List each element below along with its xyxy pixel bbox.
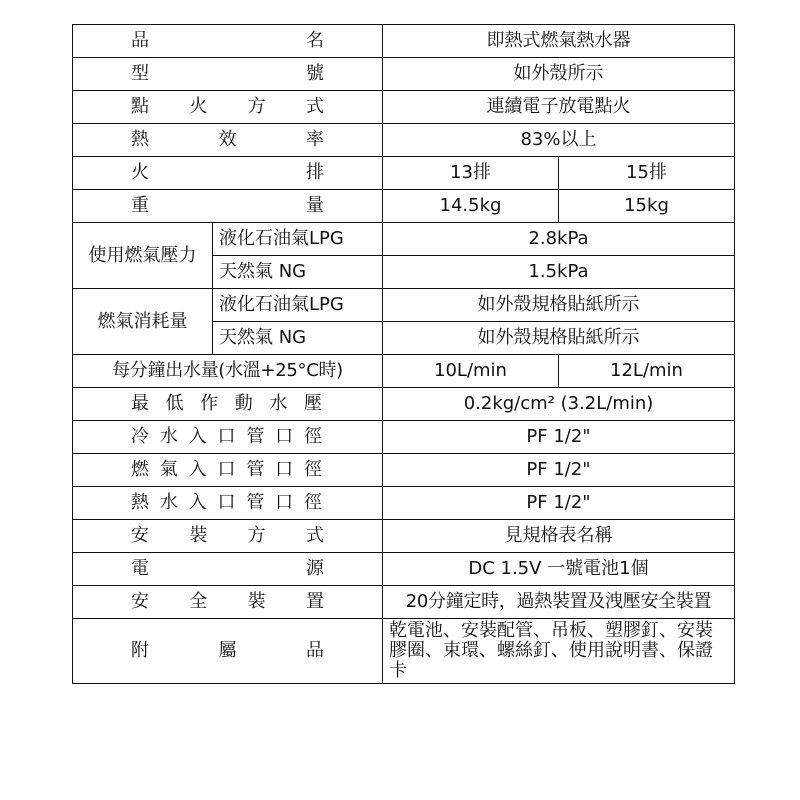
table-row [73, 586, 735, 619]
row-value-model: 如外殼所示 [383, 58, 735, 91]
table-row [73, 520, 735, 553]
table-row [73, 223, 735, 256]
row-label-gas-inlet: 燃氣入口管口徑 [73, 454, 383, 487]
row-value-power: DC 1.5V 一號電池1個 [383, 553, 735, 586]
row-value-min-pressure: 0.2kg/cm² (3.2L/min) [383, 388, 735, 421]
row-label-fire-rows: 火排 [73, 157, 383, 190]
row-value-hot-outlet: PF 1/2" [383, 487, 735, 520]
row-value-gas-inlet: PF 1/2" [383, 454, 735, 487]
spec-table [72, 24, 735, 684]
row-value-fire-rows-a: 13排 [383, 157, 559, 190]
table-row [73, 124, 735, 157]
table-row [73, 157, 735, 190]
row-value-name: 即熱式燃氣熱水器 [383, 25, 735, 58]
row-value-weight-b: 15kg [559, 190, 735, 223]
table-row [73, 91, 735, 124]
row-label-gas-consumption: 燃氣消耗量 [73, 289, 213, 355]
row-value-flow-a: 10L/min [383, 355, 559, 388]
table-row [73, 58, 735, 91]
row-label-efficiency: 熱效率 [73, 124, 383, 157]
table-row [73, 553, 735, 586]
row-value-accessories: 乾電池、安裝配管、吊板、塑膠釘、安裝膠圈、束環、螺絲釘、使用說明書、保證卡 [383, 619, 735, 684]
row-label-flow: 每分鐘出水量(水溫+25°C時) [73, 355, 383, 388]
row-label-hot-outlet: 熱水入口管口徑 [73, 487, 383, 520]
row-label-weight: 重量 [73, 190, 383, 223]
table-row [73, 487, 735, 520]
table-row [73, 454, 735, 487]
row-sublabel-pressure-lpg: 液化石油氣LPG [213, 223, 383, 256]
row-label-power: 電源 [73, 553, 383, 586]
row-label-install: 安裝方式 [73, 520, 383, 553]
row-label-accessories: 附屬品 [73, 619, 383, 684]
row-label-name: 品名 [73, 25, 383, 58]
row-value-consumption-ng: 如外殼規格貼紙所示 [383, 322, 735, 355]
row-label-ignition: 點火方式 [73, 91, 383, 124]
row-sublabel-consumption-lpg: 液化石油氣LPG [213, 289, 383, 322]
row-value-consumption-lpg: 如外殼規格貼紙所示 [383, 289, 735, 322]
table-row [73, 355, 735, 388]
row-value-pressure-ng: 1.5kPa [383, 256, 735, 289]
table-row [73, 619, 735, 684]
row-value-weight-a: 14.5kg [383, 190, 559, 223]
row-value-flow-b: 12L/min [559, 355, 735, 388]
row-label-min-pressure: 最低作動水壓 [73, 388, 383, 421]
table-row [73, 289, 735, 322]
row-sublabel-pressure-ng: 天然氣 NG [213, 256, 383, 289]
row-value-install: 見規格表名稱 [383, 520, 735, 553]
table-row [73, 25, 735, 58]
row-value-cold-inlet: PF 1/2" [383, 421, 735, 454]
table-row [73, 190, 735, 223]
row-label-cold-inlet: 冷水入口管口徑 [73, 421, 383, 454]
row-label-gas-pressure: 使用燃氣壓力 [73, 223, 213, 289]
table-row [73, 421, 735, 454]
row-value-efficiency: 83%以上 [383, 124, 735, 157]
table-row [73, 388, 735, 421]
row-label-safety: 安全裝置 [73, 586, 383, 619]
row-value-fire-rows-b: 15排 [559, 157, 735, 190]
row-sublabel-consumption-ng: 天然氣 NG [213, 322, 383, 355]
row-value-pressure-lpg: 2.8kPa [383, 223, 735, 256]
row-label-model: 型號 [73, 58, 383, 91]
row-value-safety: 20分鐘定時，過熱裝置及洩壓安全裝置 [383, 586, 735, 619]
row-value-ignition: 連續電子放電點火 [383, 91, 735, 124]
